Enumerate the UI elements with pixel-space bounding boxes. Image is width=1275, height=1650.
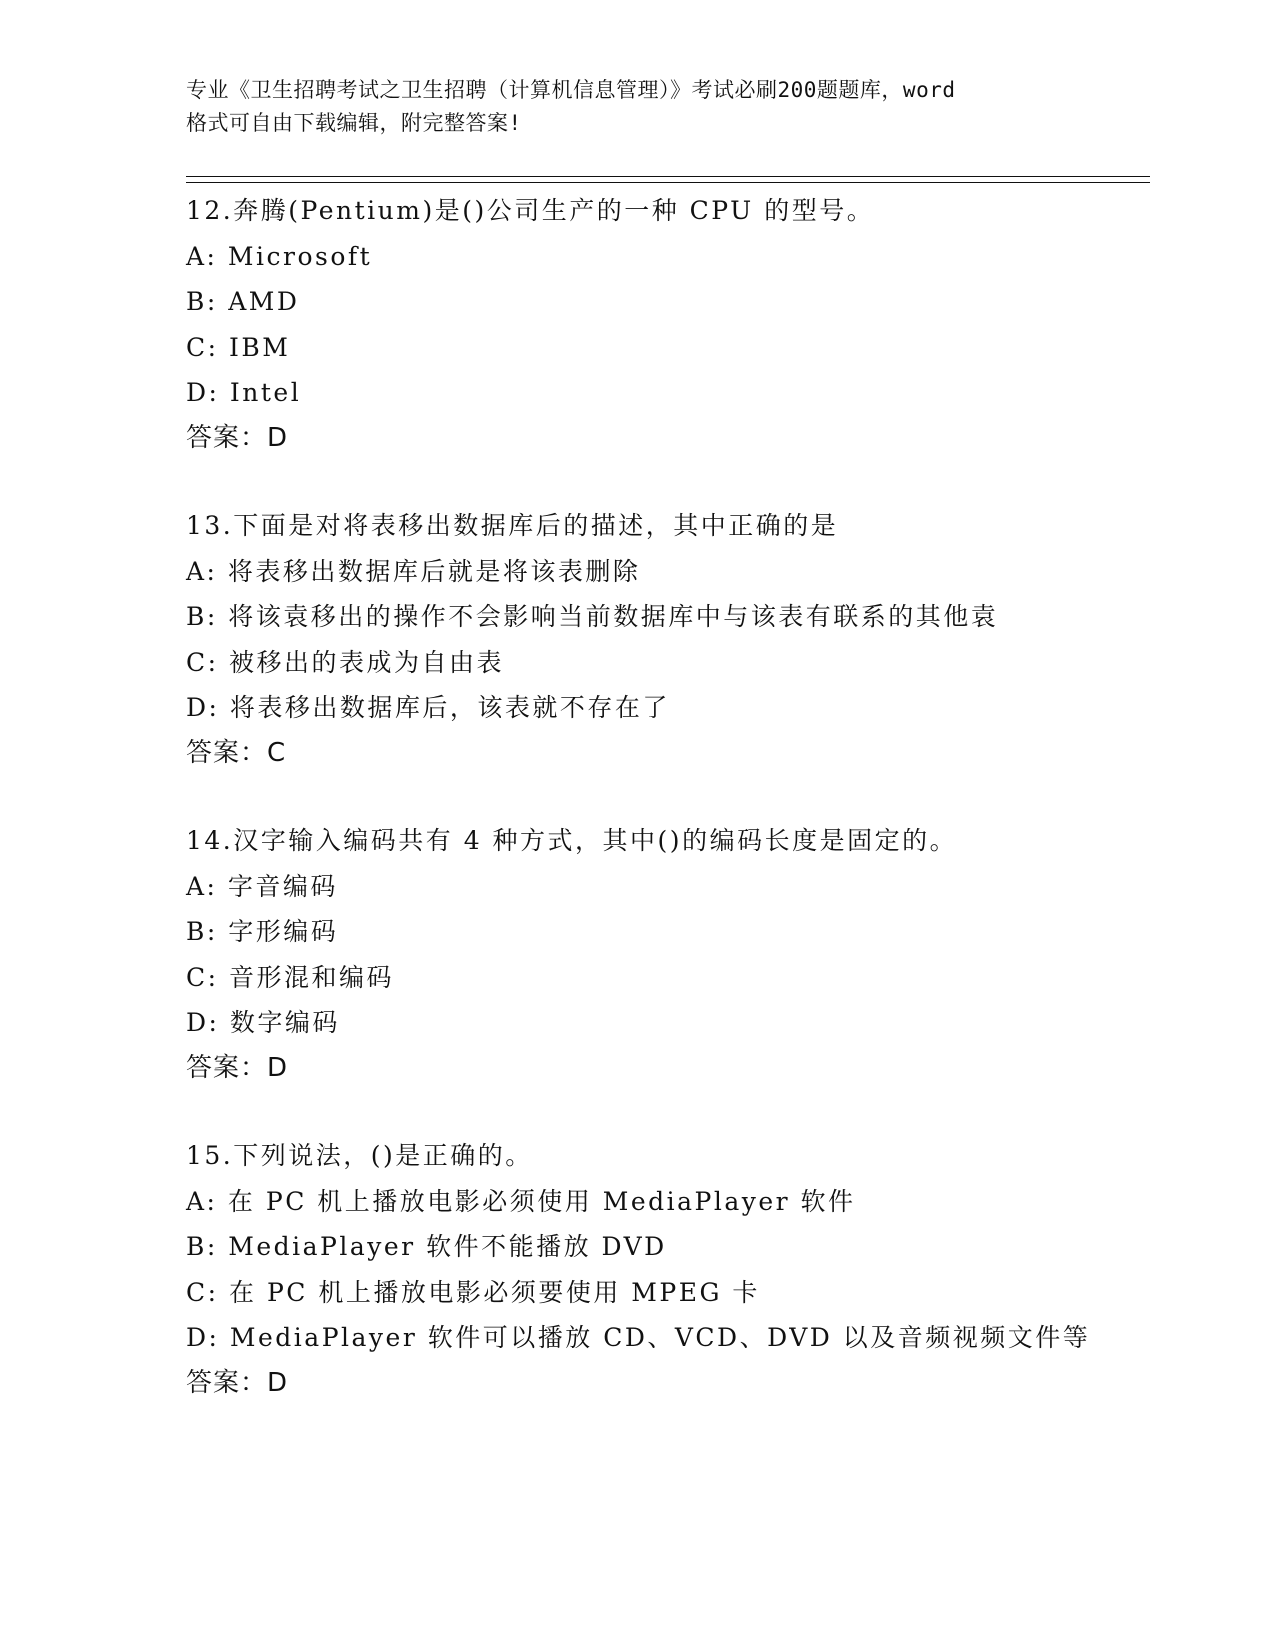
answer-line: 答案：D <box>186 1367 289 1398</box>
question-stem: 12.奔腾(Pentium)是()公司生产的一种 CPU 的型号。 <box>186 196 875 225</box>
option-c: C: 音形混和编码 <box>186 962 394 992</box>
header-divider-top <box>186 176 1150 177</box>
question-12 <box>186 188 1166 461</box>
option-b: B: 字形编码 <box>186 917 339 946</box>
document-header <box>186 74 1086 140</box>
question-stem: 13.下面是对将表移出数据库后的描述，其中正确的是 <box>186 511 839 540</box>
question-list <box>186 188 1166 1406</box>
option-c: C: IBM <box>186 332 291 362</box>
option-d: D: MediaPlayer 软件可以播放 CD、VCD、DVD 以及音频视频文件等 <box>186 1323 1091 1352</box>
option-a: A: Microsoft <box>186 241 373 271</box>
option-b: B: MediaPlayer 软件不能播放 DVD <box>186 1232 667 1261</box>
header-line-2: 格式可自由下载编辑，附完整答案! <box>186 111 522 135</box>
question-13 <box>186 503 1166 776</box>
question-stem: 14.汉字输入编码共有 4 种方式，其中()的编码长度是固定的。 <box>186 826 958 855</box>
question-14 <box>186 818 1166 1091</box>
answer-line: 答案：D <box>186 422 289 453</box>
option-d: D: Intel <box>186 378 302 407</box>
header-line-1: 专业《卫生招聘考试之卫生招聘（计算机信息管理）》考试必刷200题题库，word <box>186 78 956 102</box>
question-15 <box>186 1133 1166 1406</box>
option-c: C: 在 PC 机上播放电影必须要使用 MPEG 卡 <box>186 1277 760 1307</box>
option-a: A: 字音编码 <box>186 871 338 901</box>
option-d: D: 将表移出数据库后，该表就不存在了 <box>186 693 670 722</box>
option-b: B: AMD <box>186 287 300 316</box>
option-c: C: 被移出的表成为自由表 <box>186 647 504 677</box>
question-stem: 15.下列说法，()是正确的。 <box>186 1141 533 1170</box>
option-a: A: 在 PC 机上播放电影必须使用 MediaPlayer 软件 <box>186 1186 856 1216</box>
header-divider-bottom <box>186 182 1150 183</box>
answer-line: 答案：C <box>186 737 287 768</box>
answer-line: 答案：D <box>186 1052 289 1083</box>
option-b: B: 将该袁移出的操作不会影响当前数据库中与该表有联系的其他袁 <box>186 602 999 631</box>
option-a: A: 将表移出数据库后就是将该表删除 <box>186 556 641 586</box>
option-d: D: 数字编码 <box>186 1008 340 1037</box>
